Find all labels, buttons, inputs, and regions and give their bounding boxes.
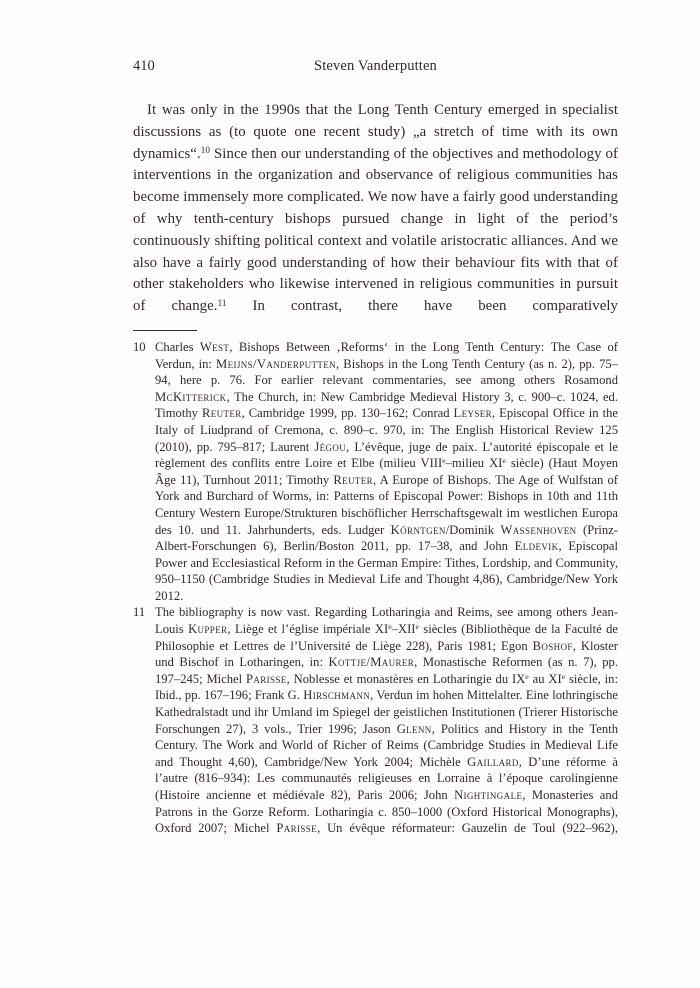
- text-run: , Episcopal Office in the Italy of Liudprand of Cremona, c. 890–c. 970, in: The English Historical Review 125 (2010), pp. 795–817; Laurent: [155, 406, 618, 454]
- small-caps-name: Jégou: [314, 439, 347, 454]
- footnote-11: [133, 604, 618, 836]
- small-caps-name: Wassenhoven: [500, 522, 577, 537]
- text-run: siècle, in: Ibid., pp. 167–196; Frank G.: [155, 671, 618, 703]
- text-run: , Politics and History in the Tenth Century. The Work and World of Richer of Reims (Cambridge Studies in Medieval Life and Thought 4,60), Cambridge/New York 2004; Michèle: [155, 721, 618, 769]
- text-run: , Un évêque réformateur: Gauzelin de Toul (922–962),: [317, 821, 618, 836]
- text-run: /Dominik: [445, 522, 501, 537]
- text-run: , The Church, in: New Cambridge Medieval History 3, c. 900–c. 1024, ed. Timothy: [155, 389, 618, 421]
- text-run: , Liège et l’église impériale XI: [227, 622, 389, 637]
- superscript-ref: e: [388, 622, 392, 632]
- footnotes-section: [133, 339, 618, 837]
- footnote-divider: [133, 330, 197, 331]
- text-run: , Bishops in the Long Tenth Century (as n. 2), pp. 75–94, here p. 76. For earlier relevant commentaries, see among others Rosamond: [155, 356, 618, 388]
- text-run: , Monasteries and Patrons in the Gorze Reform. Lotharingia c. 850–1000 (Oxford Historical Monographs), Oxford 2007; Michel: [155, 788, 618, 836]
- superscript-ref: 10: [200, 145, 211, 156]
- text-run: , Verdun im hohen Mittelalter. Eine lothringische Kathedralstadt und ihr Umland im Spiegel der geistlichen Institutionen (Trierer Historische Forschungen 27), 3 vols., Trier 1996; Jason: [155, 688, 618, 736]
- small-caps-name: Glenn: [396, 721, 432, 736]
- text-run: , L’évêque, juge de paix. L’autorité épiscopale et le règlement des conflits entre Loire et Elbe (milieu VIII: [155, 439, 619, 471]
- text-run: siècle) (Haut Moyen Âge 11), Turnhout 2011; Timothy: [155, 456, 618, 487]
- text-run: , A Europe of Bishops. The Age of Wulfstan of York and Burchard of Worms, in: Patterns of Episcopal Power: Bishops in 10th and 11th Century Western Europe/Strukturen bischöflicher Herrschaftsgewalt im westlichen Europa des 10. und 11. Jahrhunderts, eds. Ludger: [155, 472, 618, 537]
- small-caps-name: Eldevik: [514, 539, 559, 554]
- page-header: [133, 57, 618, 75]
- text-run: –milieu XI: [445, 456, 503, 471]
- text-run: Since then our understanding of the objectives and methodology of interventions in the organization and observance of religious communities has become immensely more complicated. We now have a fairly good understanding of why tenth-century bishops pursued change in light of the period’s continuously shifting political context and volatile aristocratic alliances. And we also have a fairly good understanding of how their behaviour fits with that of other stakeholders who likewise intervened in religious communities in pursuit of change.: [133, 145, 618, 315]
- small-caps-name: Reuter: [201, 406, 242, 421]
- small-caps-name: McKitterick: [155, 389, 227, 404]
- small-caps-name: Leyser: [453, 406, 493, 421]
- small-caps-name: Gaillard: [467, 754, 519, 769]
- small-caps-name: Parisse: [276, 821, 318, 836]
- text-run: , Cambridge 1999, pp. 130–162; Conrad: [241, 406, 454, 421]
- small-caps-name: West: [199, 339, 230, 354]
- footnote-text: [155, 605, 618, 835]
- footnote-10: [133, 339, 618, 605]
- text-run: , Bishops Between ‚Reforms‘ in the Long Tenth Century: The Case of Verdun, in:: [155, 339, 618, 371]
- body-paragraph: [133, 100, 618, 318]
- footnote-number: 11: [133, 605, 146, 620]
- text-run: The bibliography is now vast. Regarding Lotharingia and Reims, see among others Jean-Louis: [155, 605, 618, 637]
- superscript-ref: e: [525, 671, 529, 681]
- text-run: , Monastische Reformen (as n. 7), pp. 197–245; Michel: [155, 655, 618, 686]
- text-run: siècles (Bibliothèque de la Faculté de Philosophie et Lettres de l’Université de Liège 228), Paris 1981; Egon: [155, 622, 618, 653]
- small-caps-name: Körntgen: [390, 522, 446, 537]
- text-run: (Prinz-Albert-Forschungen 6), Berlin/Boston 2011, pp. 17–38, and John: [155, 522, 618, 554]
- small-caps-name: Meijns/Vanderputten: [216, 356, 337, 371]
- superscript-ref: e: [561, 671, 566, 681]
- superscript-ref: e: [415, 622, 419, 632]
- small-caps-name: Hirschmann: [303, 688, 371, 703]
- footnote-number: 10: [133, 339, 146, 354]
- superscript-ref: 11: [217, 297, 227, 308]
- small-caps-name: Nightingale: [454, 788, 523, 802]
- text-run: , Noblesse et monastères en Lotharingie du IX: [286, 671, 526, 686]
- text-run: , Episcopal Power and Ecclesiastical Reform in the German Empire: Tithes, Lordship, and Community, 950–1150 (Cambridge Studies in Medieval Life and Thought 4,86), Cambridge/New York 2012.: [155, 539, 619, 603]
- page-number: 410: [133, 58, 155, 74]
- footnote-text: [155, 340, 618, 603]
- text-run: –XII: [391, 622, 416, 637]
- small-caps-name: Parisse: [245, 671, 287, 686]
- small-caps-name: Reuter: [333, 472, 374, 487]
- text-run: In contrast, there have been comparatively: [226, 298, 618, 315]
- text-run: au XI: [528, 671, 562, 686]
- text-run: It was only in the 1990s that the Long Tenth Century emerged in specialist discussions as (to quote one recent study) „a stretch of time with its own dynamics“.: [133, 102, 618, 162]
- superscript-ref: e: [442, 456, 446, 466]
- running-header: Steven Vanderputten: [314, 58, 437, 74]
- text-run: , D’une réforme à l’autre (816–934): Les communautés religieuses en Lorraine à l’époque carolingienne (Histoire ancienne et médiévale 82), Paris 2006; John: [155, 754, 618, 802]
- small-caps-name: Kupper: [188, 622, 228, 637]
- text-run: , Kloster und Bischof in Lotharingen, in:: [155, 638, 618, 670]
- superscript-ref: e: [502, 456, 506, 466]
- small-caps-name: Kottje/Maurer: [328, 655, 415, 670]
- small-caps-name: Boshof: [532, 638, 573, 653]
- text-run: Charles: [155, 339, 200, 354]
